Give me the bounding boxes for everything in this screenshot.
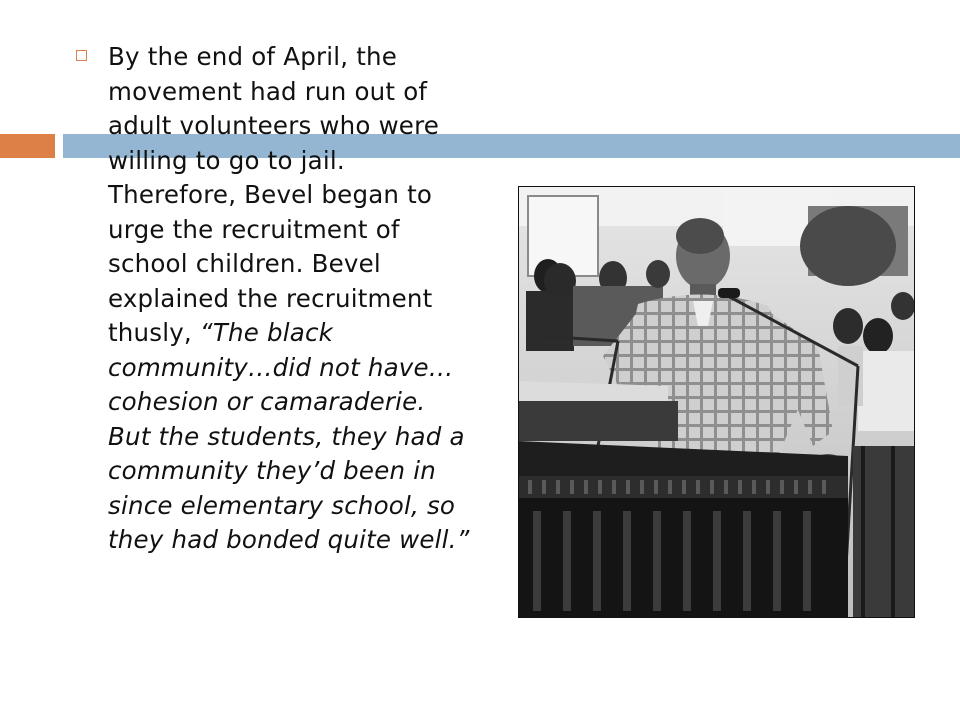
- hollow-square-bullet-icon: [76, 50, 87, 61]
- bullet-paragraph: [108, 40, 470, 558]
- bevel-quote: “The black community…did not have…cohesion or camaraderie. But the students, they had a community they’d been in since elementary school, so they had bonded quite well.”: [108, 318, 470, 554]
- bevel-photo: [518, 186, 915, 618]
- photo-illustration: [518, 186, 915, 618]
- accent-bar-orange: [0, 134, 55, 158]
- bullet-plain-text: By the end of April, the movement had run out of adult volunteers who were willing to go to jail. Therefore, Bevel began to urge the recruitment of school children. Bevel explained the recruitment thusly,: [108, 42, 440, 347]
- bullet-list: [70, 40, 470, 558]
